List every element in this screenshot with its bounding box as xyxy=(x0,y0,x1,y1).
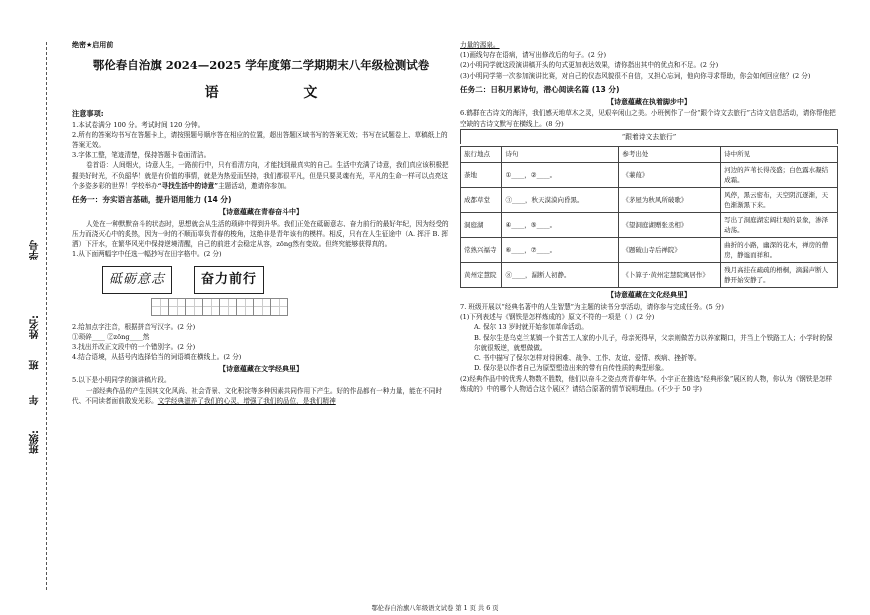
table-row xyxy=(461,162,838,187)
table-cell: 风停，黑云密布，天空阴沉逐渐，天色渐渐黑下来。 xyxy=(721,187,838,212)
question-5-1: (1)画线句存在语病，请写出修改后的句子。(2 分) xyxy=(460,51,607,60)
grid-cell[interactable] xyxy=(270,298,288,316)
table-cell-answer[interactable]: ④____，⑤____。 xyxy=(502,212,619,237)
question-7-1: (1)下列表述与《钢铁是怎样炼成的》原文不符的一项是（ ）(2 分) xyxy=(460,313,655,322)
option-b[interactable]: B. 保尔生是乌克兰某镇一个贫苦工人家的小儿子，母亲死得早，父亲则做苦力以养家糊口，并当上个铁路工人；小学时的保尔就很叛逆，就想做做。 xyxy=(474,333,833,352)
question-2-items: ①琐碎____ ②zōng____然 xyxy=(72,332,150,341)
right-column xyxy=(460,40,838,394)
passage-2-text: 一部经典作品的产生因其文化风尚、社会背景、文化积淀等多种因素共同作用下产生。好的作品都有一种力量，能在不同时代、不同读者面前散发光彩。 xyxy=(72,386,443,405)
table-header-cell: 诗句 xyxy=(502,147,619,162)
table-cell: 《望洞庭湖赠张丞相》 xyxy=(619,212,721,237)
table-header-cell: 旅行地点 xyxy=(461,147,502,162)
option-a[interactable]: A. 保尔 13 岁时就开始参加革命活动。 xyxy=(474,323,588,332)
note-1: 1.本试卷满分 100 分。考试时间 120 分钟。 xyxy=(72,120,205,129)
binding-banji-label: 班级: xyxy=(30,430,41,454)
copy-sample-a: 砥砺意志 xyxy=(102,266,172,294)
question-2: 2.给加点字注音，根据拼音写汉字。(2 分) xyxy=(72,322,196,331)
task1-heading: 任务一：夯实语言基础，提升语用能力 (14 分) xyxy=(72,195,232,205)
table-cell: 《题破山寺后禅院》 xyxy=(619,237,721,262)
table-header-cell: 诗中所见 xyxy=(721,147,838,162)
poetry-travel-table xyxy=(460,146,838,288)
table-header-row xyxy=(461,147,838,162)
table-cell-answer[interactable]: ③____，秋天漠漠向昏黑。 xyxy=(502,187,619,212)
table-cell: 黄州定慧院 xyxy=(461,263,502,288)
question-3: 3.找出并改正文段中的一个错别字。(2 分) xyxy=(72,343,196,352)
page-footer: 鄂伦春自治旗八年级语文试卷 第 1 页 共 6 页 xyxy=(371,605,499,612)
table-row xyxy=(461,187,838,212)
question-6: 6.鹤群在古诗文的海洋，我们感天地草木之灵，见艰辛闲山之美。小班例作了一份“跟个诗文去旅行”古诗文信息活动，请你帮他把空缺的古诗文默写在横线上。(8 分) xyxy=(460,109,836,128)
section-band-3: 【诗意蕴藏在执着脚步中】 xyxy=(607,97,691,106)
table-cell: 残月高挂在疏疏的梧桐，滴漏声断人静开始安静了。 xyxy=(721,263,838,288)
question-5: 5.以下是小明同学的演讲稿片段。 xyxy=(72,376,171,385)
table-row xyxy=(461,237,838,262)
table-cell: 洞庭湖 xyxy=(461,212,502,237)
section-band-2: 【诗意蕴藏在文学经典里】 xyxy=(219,364,303,373)
table-cell: 河边的芦苇长得茂盛；白色露水凝结成霜。 xyxy=(721,162,838,187)
option-d[interactable]: D. 保尔是以作者自己为原型塑造出来的带有自传性质的典型形象。 xyxy=(474,364,668,373)
binding-xuehao-label: 学号 xyxy=(30,240,41,260)
task2-heading: 任务二：日积月累诗句，潜心阅读名篇 (13 分) xyxy=(460,84,620,94)
question-5-3: (3)小明同学第一次参加演讲比赛，对自己的仪态风貌很不自信，又担心忘词，他向你寻求帮助，你会如何回应他？(2 分) xyxy=(460,71,811,80)
intro-text: 卷首语：人间烟火，诗意人生，一路前行中，只有看清方向，才能找到最真实的自己。生活中充满了诗意，我们真应该积极把握美好时光，不负韶华！就是有价值的事情，就是为热爱而坚持，我们都很平凡，但是只要灵魂有光，平凡的生命一样可以点亮这个多姿多彩的世界！学校举办 xyxy=(72,161,449,190)
question-7-2: (2)经典作品中的优秀人物数不胜数，他们以奋斗之姿点亮青春年华。小宇正在推选“经典形象”展区的人物，你认为《钢铁是怎样炼成的》中的哪个人物适合这个展区？请结合原著的情节说明理由。(不少于 50 字) xyxy=(460,374,833,393)
table-row xyxy=(461,263,838,288)
grid-cell[interactable] xyxy=(253,298,271,316)
table-cell: 荼地 xyxy=(461,162,502,187)
table-cell-answer[interactable]: ⑧____，漏断人初静。 xyxy=(502,263,619,288)
question-7: 7. 班级开展以“经典名著中的人生智慧”为主题的读书分享活动，请你参与完成任务。(5 分) xyxy=(460,302,724,311)
binding-margin xyxy=(0,0,68,615)
exam-title: 鄂伦春自治旗 2024—2025 学年度第二学期期末八年级检测试卷 xyxy=(92,57,430,72)
copy-sample-b: 奋力前行 xyxy=(194,266,264,294)
grid-cell[interactable] xyxy=(168,298,186,316)
binding-xingming-label: 姓名: xyxy=(30,315,41,339)
question-1: 1.从下面两幅字中任选一幅抄写在田字格中。(2 分) xyxy=(72,250,222,259)
grid-cell[interactable] xyxy=(202,298,220,316)
binding-dashed-line xyxy=(46,42,47,590)
table-cell-answer[interactable]: ⑥____，⑦____。 xyxy=(502,237,619,262)
section-band-1: 【诗意蕴藏在青春奋斗中】 xyxy=(219,207,303,216)
binding-ban-label: 班 xyxy=(30,360,41,370)
intro-theme: “寻找生活中的诗意” xyxy=(157,181,219,190)
note-2: 2.所有的答案均书写在答题卡上，请按照题号顺序答在相应的位置，超出答题区域书写的答案无效；书写在试题卷上、草稿纸上的答案无效。 xyxy=(72,130,448,149)
note-3: 3.字体工整，笔迹清楚，保持答题卡卷面清洁。 xyxy=(72,151,211,160)
question-4: 4.结合语境，从括号内选择恰当的词语填在横线上。(2 分) xyxy=(72,353,242,362)
secret-label: 绝密★启用前 xyxy=(72,41,114,49)
section-band-4: 【诗意蕴藏在文化经典里】 xyxy=(607,291,691,300)
subject-title: 语 文 xyxy=(204,84,358,101)
table-header-cell: 参考出处 xyxy=(619,147,721,162)
calligraphy-samples xyxy=(102,266,450,294)
table-cell: 成都草堂 xyxy=(461,187,502,212)
grid-cell[interactable] xyxy=(185,298,203,316)
left-column xyxy=(72,40,450,406)
grid-cell[interactable] xyxy=(236,298,254,316)
grid-cell[interactable] xyxy=(219,298,237,316)
table-cell: 《蒹葭》 xyxy=(619,162,721,187)
table-cell: 常熟兴福寺 xyxy=(461,237,502,262)
tianzige-grid[interactable] xyxy=(152,298,450,316)
passage-1: 人处在一种默默奋斗的状态时，思想就会从生活的琐碎中得到升华。我们正处在砥砺意志、奋力前行的最好年纪，因为经受的压力而浇灭心中的炙热，因为一时的不顺而辜负青春的梭角，这绝非是青年该有的模样。相反，只有在人生征途中（A. 挥汗 B. 挥洒）下汗水，在繁华风光中保持逆境清醒，自己的前进才会稳定从容，zōng然有变故。但终究能够获得真的。 xyxy=(72,219,449,249)
intro-end: 主题活动，邀请你参加。 xyxy=(218,181,291,190)
binding-nian-label: 年 xyxy=(30,395,41,405)
option-c[interactable]: C. 书中描写了保尔怎样对待困难、战争、工作、友谊、爱情、疾病、挫折等。 xyxy=(474,354,701,363)
question-5-2: (2)小明同学就这段演讲稿开头的句式更加表达效果，请你指出其中的优点和不足。(2 分) xyxy=(460,61,719,70)
table-cell: 曲折的小路，幽深的花木，禅房的僧房，静谧而祥和。 xyxy=(721,237,838,262)
notes-heading: 注意事项: xyxy=(72,109,104,119)
passage-2-continuation: 力量的源泉。 xyxy=(460,41,500,49)
table-row xyxy=(461,212,838,237)
table-cell: 写出了洞庭湖宏阔壮观的景象，渗泽动荡。 xyxy=(721,212,838,237)
table-caption: “跟着诗文去旅行” xyxy=(460,129,838,145)
table-cell: 《茅屋为秋风所破歌》 xyxy=(619,187,721,212)
passage-2 xyxy=(72,386,450,406)
passage-2-underlined: 文学经典滋养了我们的心灵，增强了我们的品位，是我们精神 xyxy=(157,396,336,405)
table-cell: 《卜算子·黄州定慧院寓居作》 xyxy=(619,263,721,288)
intro-paragraph xyxy=(72,160,450,191)
table-cell-answer[interactable]: ①____，②____。 xyxy=(502,162,619,187)
grid-cell[interactable] xyxy=(151,298,169,316)
